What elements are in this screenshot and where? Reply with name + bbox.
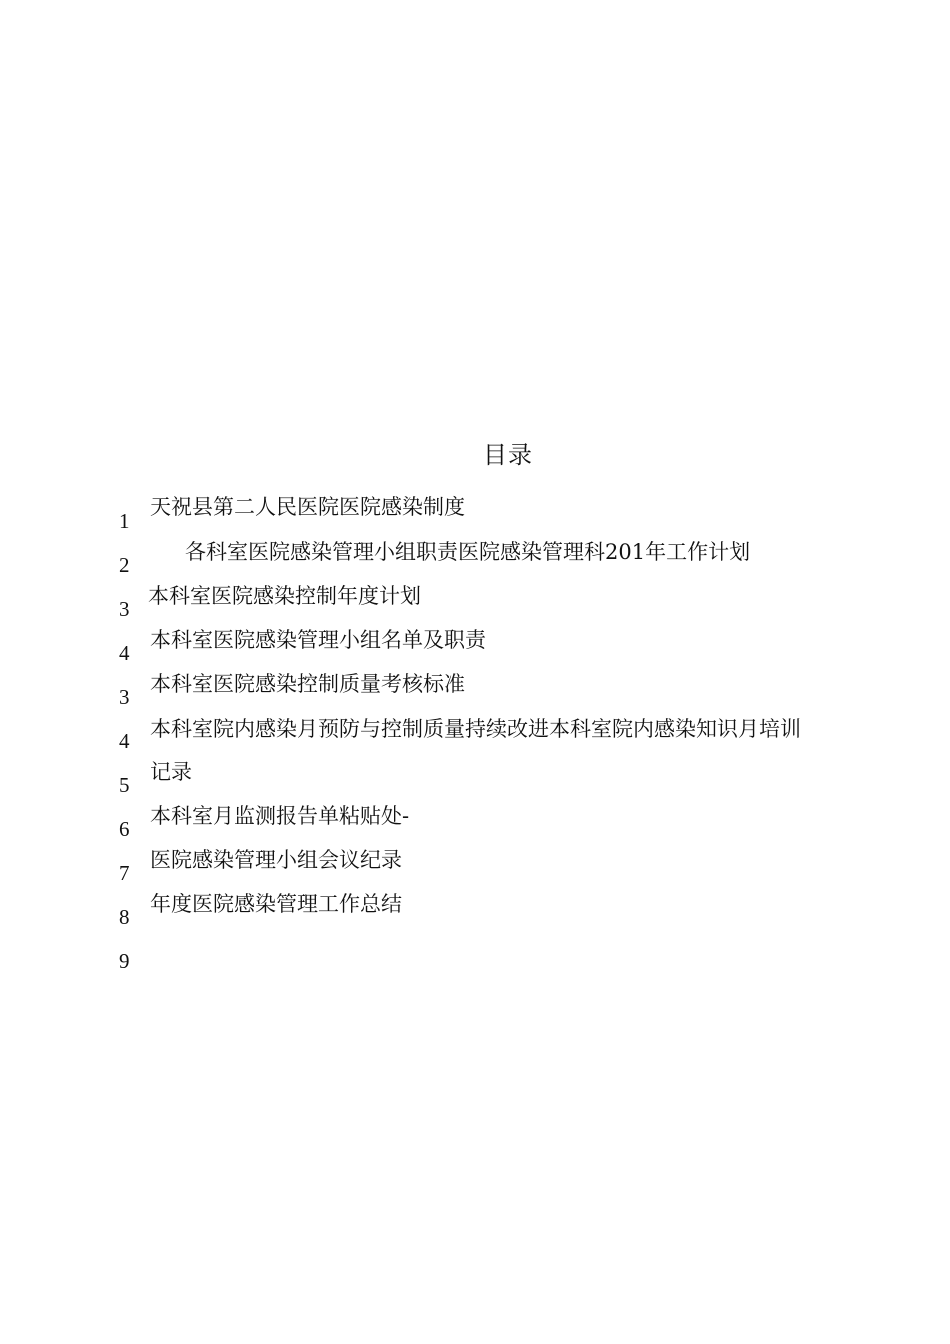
- toc-entry-number: 3: [119, 685, 130, 709]
- toc-entry-number: 1: [119, 509, 130, 533]
- toc-entry-number: 4: [119, 729, 130, 753]
- toc-entry-number: 4: [119, 641, 130, 665]
- toc-entry-number: 8: [119, 905, 130, 929]
- toc-entry-text: 本科室医院感染控制质量考核标准: [150, 672, 465, 696]
- toc-entry-text: 本科室月监测报告单粘贴处-: [150, 804, 410, 828]
- toc-entry-text: 本科室医院感染管理小组名单及职责: [150, 628, 486, 652]
- toc-entry-text: 医院感染管理小组会议纪录: [150, 848, 402, 872]
- toc-entry-number: 7: [119, 861, 130, 885]
- toc-entry-number: 5: [119, 773, 130, 797]
- toc-entry-text: 天祝县第二人民医院医院感染制度: [150, 495, 465, 519]
- toc-entry-number: 3: [119, 597, 130, 621]
- toc-title: 目录: [483, 441, 533, 469]
- toc-entry-text: 记录: [150, 760, 192, 784]
- toc-entry-number: 6: [119, 817, 130, 841]
- toc-entry-text: 各科室医院感染管理小组职责医院感染管理科201年工作计划: [185, 540, 751, 564]
- toc-entry-text: 本科室医院感染控制年度计划: [148, 584, 421, 608]
- toc-entry-number: 2: [119, 553, 130, 577]
- toc-entry-text: 本科室院内感染月预防与控制质量持续改进本科室院内感染知识月培训: [150, 717, 801, 741]
- toc-entry-number: 9: [119, 949, 130, 973]
- toc-entry-text: 年度医院感染管理工作总结: [150, 892, 402, 916]
